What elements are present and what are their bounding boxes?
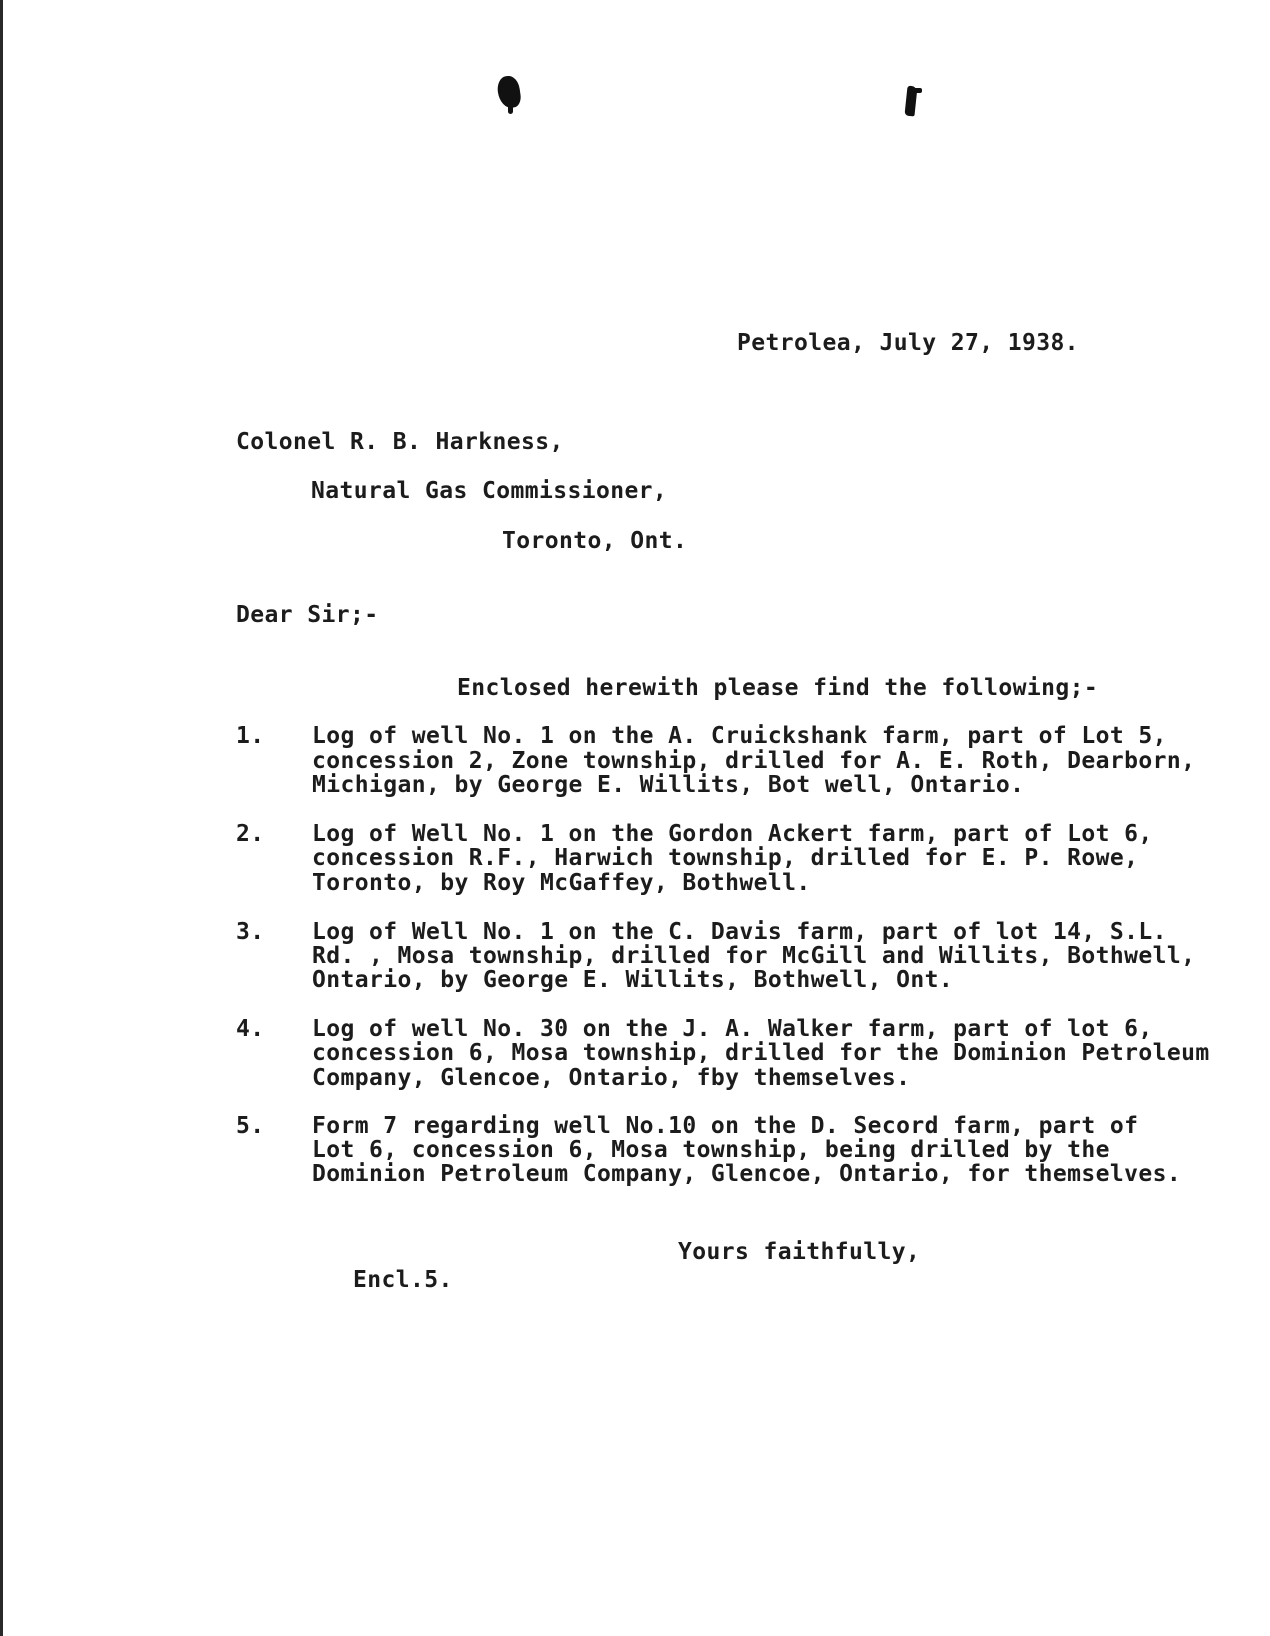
list-item-line: Company, Glencoe, Ontario, fby themselves. xyxy=(312,1065,911,1091)
list-item-line: concession 6, Mosa township, drilled for the Dominion Petroleum xyxy=(312,1040,1210,1066)
ink-blot-tail xyxy=(508,100,513,114)
recipient-city: Toronto, Ont. xyxy=(502,528,688,554)
list-item-line: Rd. , Mosa township, drilled for McGill and Willits, Bothwell, xyxy=(312,943,1196,969)
list-item-number: 3. xyxy=(236,919,265,945)
list-item-line: Form 7 regarding well No.10 on the D. Secord farm, part of xyxy=(312,1113,1139,1139)
list-item-number: 5. xyxy=(236,1113,265,1139)
list-item-number: 1. xyxy=(236,723,265,749)
list-item-line: Toronto, by Roy McGaffey, Bothwell. xyxy=(312,870,811,896)
list-item-line: Ontario, by George E. Willits, Bothwell, Ont. xyxy=(312,967,954,993)
closing: Yours faithfully, xyxy=(678,1239,921,1265)
letter-date: Petrolea, July 27, 1938. xyxy=(737,330,1079,356)
enclosure-note: Encl.5. xyxy=(353,1267,453,1293)
list-item-number: 2. xyxy=(236,821,265,847)
salutation: Dear Sir;- xyxy=(236,602,379,628)
scan-edge-line xyxy=(0,0,3,1636)
list-item-number: 4. xyxy=(236,1016,265,1042)
list-item-line: concession R.F., Harwich township, drilled for E. P. Rowe, xyxy=(312,845,1139,871)
list-item-line: Michigan, by George E. Willits, Bot well, Ontario. xyxy=(312,772,1025,798)
recipient-title: Natural Gas Commissioner, xyxy=(311,478,668,504)
ink-tick-flag xyxy=(910,88,922,93)
list-item-line: Log of Well No. 1 on the Gordon Ackert farm, part of Lot 6, xyxy=(312,821,1153,847)
list-item-line: Log of well No. 1 on the A. Cruickshank farm, part of Lot 5, xyxy=(312,723,1167,749)
list-item-line: Lot 6, concession 6, Mosa township, being drilled by the xyxy=(312,1137,1110,1163)
list-item-line: Log of well No. 30 on the J. A. Walker farm, part of lot 6, xyxy=(312,1016,1153,1042)
list-item-line: Log of Well No. 1 on the C. Davis farm, part of lot 14, S.L. xyxy=(312,919,1167,945)
list-item-line: Dominion Petroleum Company, Glencoe, Ontario, for themselves. xyxy=(312,1161,1182,1187)
intro-paragraph: Enclosed herewith please find the following;- xyxy=(457,675,1099,701)
list-item-line: concession 2, Zone township, drilled for A. E. Roth, Dearborn, xyxy=(312,748,1196,774)
recipient-name: Colonel R. B. Harkness, xyxy=(236,429,564,455)
